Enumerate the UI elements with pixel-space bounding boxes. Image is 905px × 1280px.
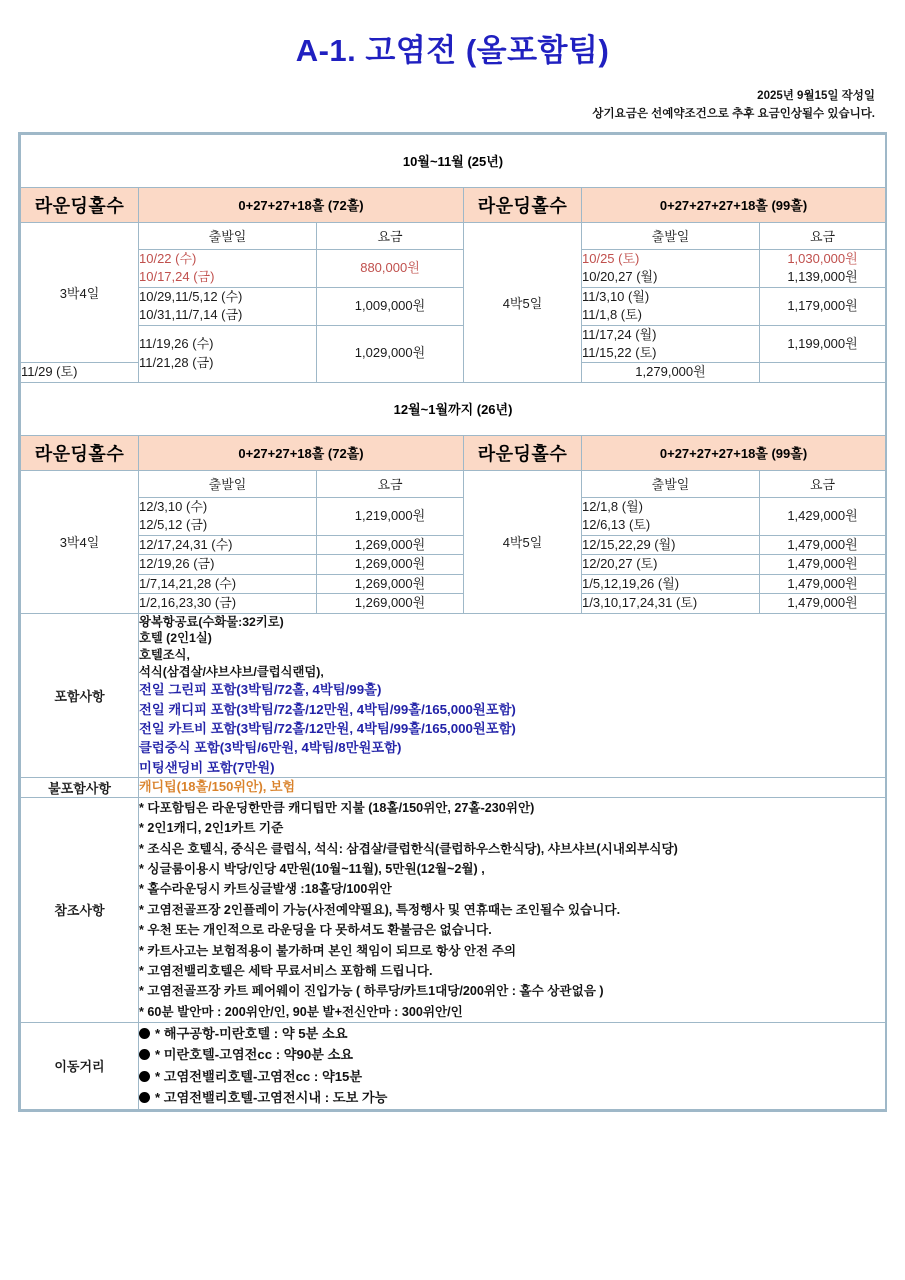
exclusions-body [139, 777, 886, 797]
fare-value: 1,479,000원 [760, 594, 886, 613]
page-title: A-1. 고염전 (올포함팀) [295, 33, 610, 68]
notes-label: 참조사항 [21, 797, 139, 1022]
bullet-icon [139, 1049, 150, 1060]
departure-dates: 1/3,10,17,24,31 (토) [582, 594, 760, 613]
notes-line: * 고염전골프장 카트 페어웨이 진입가능 ( 하루당/카트1대당/200위안 : 홀수 상관없음 ) [139, 984, 604, 999]
season-banner: 10월~11월 (25년) [21, 134, 886, 187]
departure-dates: 11/19,26 (수) 11/21,28 (금) [139, 325, 317, 382]
inclusions-label: 포함사항 [21, 613, 139, 777]
fare-value: 1,269,000원 [317, 535, 464, 554]
duration-left: 3박4일 [21, 222, 139, 363]
departure-dates: 10/22 (수) 10/17,24 (금) [139, 249, 317, 287]
notes-body [139, 797, 886, 1022]
distances-label: 이동거리 [21, 1023, 139, 1110]
notes-line: * 카트사고는 보험적용이 불가하며 본인 책임이 되므로 항상 안전 주의 [139, 943, 517, 958]
duration-right: 4박5일 [464, 470, 582, 613]
holes-72-header: 0+27+27+18홀 (72홀) [139, 435, 464, 470]
bullet-icon [139, 1028, 150, 1039]
departure-dates: 11/17,24 (월) 11/15,22 (토) [582, 325, 760, 363]
departure-header-left: 출발일 [139, 470, 317, 497]
departure-header-right: 출발일 [582, 222, 760, 249]
departure-dates: 12/19,26 (금) [139, 555, 317, 574]
notes-line: * 60분 발안마 : 200위안/인, 90분 발+전신안마 : 300위안/인 [139, 1004, 463, 1019]
departure-header-right: 출발일 [582, 470, 760, 497]
fare-header-left: 요금 [317, 470, 464, 497]
price-tables-frame [18, 132, 887, 1112]
price-disclaimer: 상기요금은 선예약조건으로 추후 요금인상될수 있습니다. [592, 107, 875, 120]
fare-value: 1,479,000원 [760, 535, 886, 554]
notes-line: * 싱글룸이용시 박당/인당 4만원(10월~11월), 5만원(12월~2월) , [139, 861, 485, 876]
fare-value: 1,279,000원 [582, 363, 760, 382]
rounding-holes-label-right: 라운딩홀수 [464, 187, 582, 222]
fare-value: 1,199,000원 [760, 325, 886, 363]
inclusions-body [139, 613, 886, 777]
distances-line: * 고염전밸리호텔-고염전시내 : 도보 가능 [139, 1087, 885, 1108]
duration-right: 4박5일 [464, 222, 582, 382]
notes-line: * 고염전밸리호텔은 세탁 무료서비스 포함해 드립니다. [139, 963, 433, 978]
inclusions-line: 전일 카트비 포함(3박팀/72홀/12만원, 4박팀/99홀/165,000원포함) [139, 721, 516, 737]
fare-value: 1,269,000원 [317, 594, 464, 613]
inclusions-line: 전일 캐디피 포함(3박팀/72홀/12만원, 4박팀/99홀/165,000원포함) [139, 701, 516, 717]
notes-line: * 홀수라운딩시 카트싱글발생 :18홀당/100위안 [139, 882, 392, 897]
rounding-holes-label-left: 라운딩홀수 [21, 187, 139, 222]
holes-99-header: 0+27+27+27+18홀 (99홀) [582, 435, 886, 470]
distances-line: * 미란호텔-고염전cc : 약90분 소요 [139, 1044, 885, 1065]
departure-dates: 10/29,11/5,12 (수) 10/31,11/7,14 (금) [139, 287, 317, 325]
inclusions-line: 호텔조식, [139, 648, 190, 663]
fare-value: 1,030,000원 1,139,000원 [760, 249, 886, 287]
fare-value: 1,029,000원 [317, 325, 464, 382]
fare-value: 1,219,000원 [317, 497, 464, 535]
notes-line: * 조식은 호텔식, 중식은 클럽식, 석식: 삼겹살/클럽한식(클럽하우스한식당), 샤브샤브(시내외부식당) [139, 841, 678, 856]
departure-dates: 1/5,12,19,26 (월) [582, 574, 760, 593]
inclusions-line: 호텔 (2인1실) [139, 631, 212, 646]
bullet-icon [139, 1092, 150, 1103]
notes-line: * 다포함팀은 라운딩한만큼 캐디팁만 지불 (18홀/150위안, 27홀-230위안) [139, 800, 535, 815]
written-date: 2025년 9월15일 작성일 [757, 90, 875, 103]
departure-dates: 12/15,22,29 (월) [582, 535, 760, 554]
departure-dates: 10/25 (토) 10/20,27 (월) [582, 249, 760, 287]
departure-header-left: 출발일 [139, 222, 317, 249]
inclusions-line: 미팅샌딩비 포함(7만원) [139, 759, 275, 775]
holes-72-header: 0+27+27+18홀 (72홀) [139, 187, 464, 222]
exclusions-label: 불포함사항 [21, 777, 139, 797]
inclusions-line: 왕복항공료(수화물:32키로) [139, 614, 284, 629]
fare-value: 1,269,000원 [317, 555, 464, 574]
fare-header-right: 요금 [760, 470, 886, 497]
fare-value: 1,479,000원 [760, 574, 886, 593]
document-meta [18, 88, 887, 124]
distances-body [139, 1023, 886, 1110]
departure-dates: 11/29 (토) [21, 363, 139, 382]
inclusions-line: 전일 그린피 포함(3박팀/72홀, 4박팀/99홀) [139, 682, 382, 698]
inclusions-line: 클럽중식 포함(3박팀/6만원, 4박팀/8만원포함) [139, 740, 402, 756]
price-table [20, 134, 886, 1110]
fare-header-right: 요금 [760, 222, 886, 249]
fare-value: 880,000원 [317, 249, 464, 287]
inclusions-line: 석식(삼겹살/샤브샤브/클럽식랜덤), [139, 664, 324, 679]
departure-dates: 12/17,24,31 (수) [139, 535, 317, 554]
exclusions-line: 캐디팁(18홀/150위안), 보험 [139, 779, 296, 795]
departure-dates: 1/2,16,23,30 (금) [139, 594, 317, 613]
departure-dates: 12/1,8 (월) 12/6,13 (토) [582, 497, 760, 535]
season-banner: 12월~1월까지 (26년) [21, 382, 886, 435]
departure-dates: 12/20,27 (토) [582, 555, 760, 574]
fare-value: 1,429,000원 [760, 497, 886, 535]
notes-line: * 2인1캐디, 2인1카트 기준 [139, 821, 284, 836]
departure-dates: 12/3,10 (수) 12/5,12 (금) [139, 497, 317, 535]
fare-header-left: 요금 [317, 222, 464, 249]
fare-value: 1,179,000원 [760, 287, 886, 325]
rounding-holes-label-left: 라운딩홀수 [21, 435, 139, 470]
bullet-icon [139, 1071, 150, 1082]
departure-dates: 1/7,14,21,28 (수) [139, 574, 317, 593]
fare-value: 1,479,000원 [760, 555, 886, 574]
distances-line: * 해구공항-미란호텔 : 약 5분 소요 [139, 1023, 885, 1044]
fare-value: 1,009,000원 [317, 287, 464, 325]
duration-left: 3박4일 [21, 470, 139, 613]
notes-line: * 우천 또는 개인적으로 라운딩을 다 못하셔도 환불금은 없습니다. [139, 923, 492, 938]
rounding-holes-label-right: 라운딩홀수 [464, 435, 582, 470]
holes-99-header: 0+27+27+27+18홀 (99홀) [582, 187, 886, 222]
distances-line: * 고염전밸리호텔-고염전cc : 약15분 [139, 1066, 885, 1087]
fare-value: 1,269,000원 [317, 574, 464, 593]
departure-dates: 11/3,10 (월) 11/1,8 (토) [582, 287, 760, 325]
notes-line: * 고염전골프장 2인플레이 가능(사전예약필요), 특정행사 및 연휴때는 조인될수 있습니다. [139, 902, 621, 917]
